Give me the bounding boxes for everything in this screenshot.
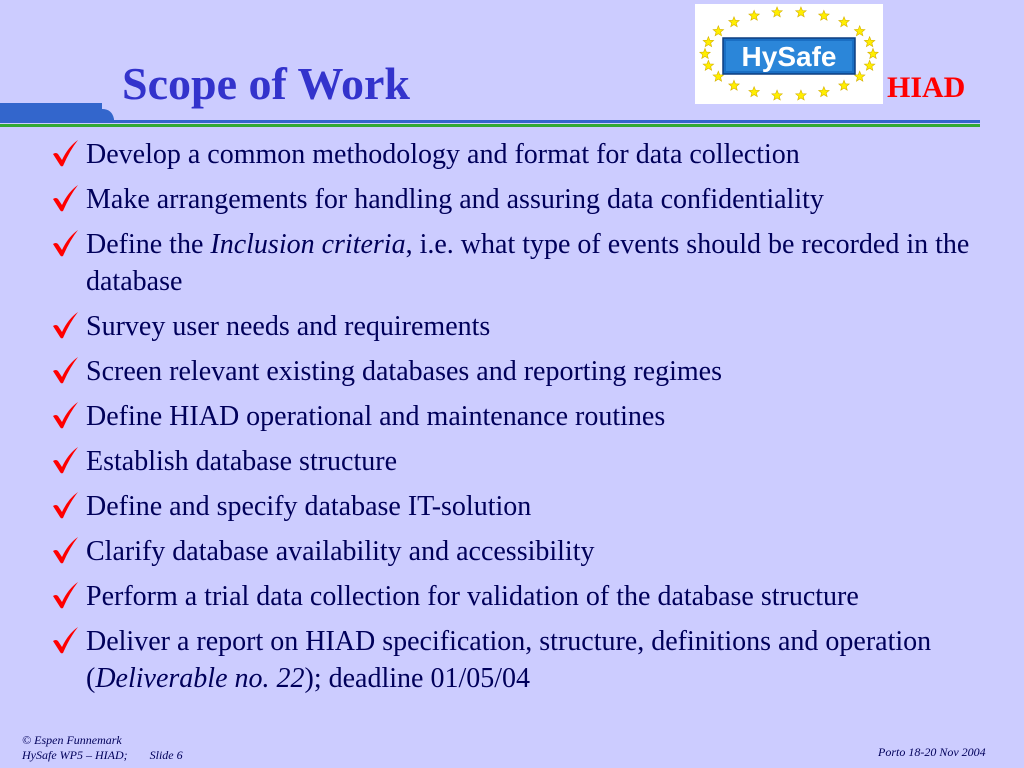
bullet-item	[48, 488, 993, 525]
bullet-item	[48, 623, 993, 697]
bullet-item	[48, 398, 993, 435]
checkmark-icon	[50, 400, 80, 430]
logo-text: HySafe	[741, 41, 837, 72]
checkmark-icon	[50, 625, 80, 655]
title-rule	[0, 100, 980, 130]
bullet-emphasis: Deliverable no. 22	[95, 663, 305, 694]
checkmark-icon	[50, 183, 80, 213]
bullet-text: Deliver a report on HIAD specification, structure, definitions and operation (	[86, 626, 932, 694]
bullet-item	[48, 226, 993, 300]
bullet-text-cont: ); deadline 01/05/04	[304, 663, 531, 694]
bullet-text: Screen relevant existing databases and reporting regimes	[86, 356, 722, 387]
checkmark-icon	[50, 355, 80, 385]
checkmark-icon	[50, 138, 80, 168]
bullet-text: Perform a trial data collection for validation of the database structure	[86, 581, 859, 612]
checkmark-icon	[50, 580, 80, 610]
bullet-text: Define and specify database IT-solution	[86, 491, 532, 522]
bullet-item	[48, 443, 993, 480]
checkmark-icon	[50, 310, 80, 340]
bullet-text: Define the	[86, 229, 211, 260]
bullet-item	[48, 308, 993, 345]
footer-project: HySafe WP5 – HIAD;	[22, 748, 128, 762]
bullet-item	[48, 181, 993, 218]
bullet-item	[48, 533, 993, 570]
footer-slide-number: Slide 6	[149, 748, 183, 762]
slide-title: Scope of Work	[122, 58, 410, 109]
bullet-text: Clarify database availability and accessibility	[86, 536, 595, 567]
hysafe-logo	[695, 4, 883, 104]
footer-credit	[22, 733, 183, 763]
bullet-text: Establish database structure	[86, 446, 398, 477]
bullet-text: Make arrangements for handling and assuring data confidentiality	[86, 184, 824, 215]
checkmark-icon	[50, 228, 80, 258]
footer-author: © Espen Funnemark	[22, 733, 122, 747]
bullet-item	[48, 353, 993, 390]
bullet-item	[48, 578, 993, 615]
checkmark-icon	[50, 490, 80, 520]
bullet-emphasis: Inclusion criteria	[210, 229, 406, 260]
checkmark-icon	[50, 535, 80, 565]
bullet-text: Develop a common methodology and format for data collection	[86, 139, 800, 170]
project-label: HIAD	[887, 71, 966, 104]
bullet-list	[48, 136, 993, 705]
bullet-text: Define HIAD operational and maintenance routines	[86, 401, 666, 432]
bullet-text: Survey user needs and requirements	[86, 311, 491, 342]
bullet-text-cont: , i.e. what type of events should be recorded in the database	[86, 229, 970, 297]
checkmark-icon	[50, 445, 80, 475]
footer-event: Porto 18-20 Nov 2004	[878, 745, 986, 759]
bullet-item	[48, 136, 993, 173]
